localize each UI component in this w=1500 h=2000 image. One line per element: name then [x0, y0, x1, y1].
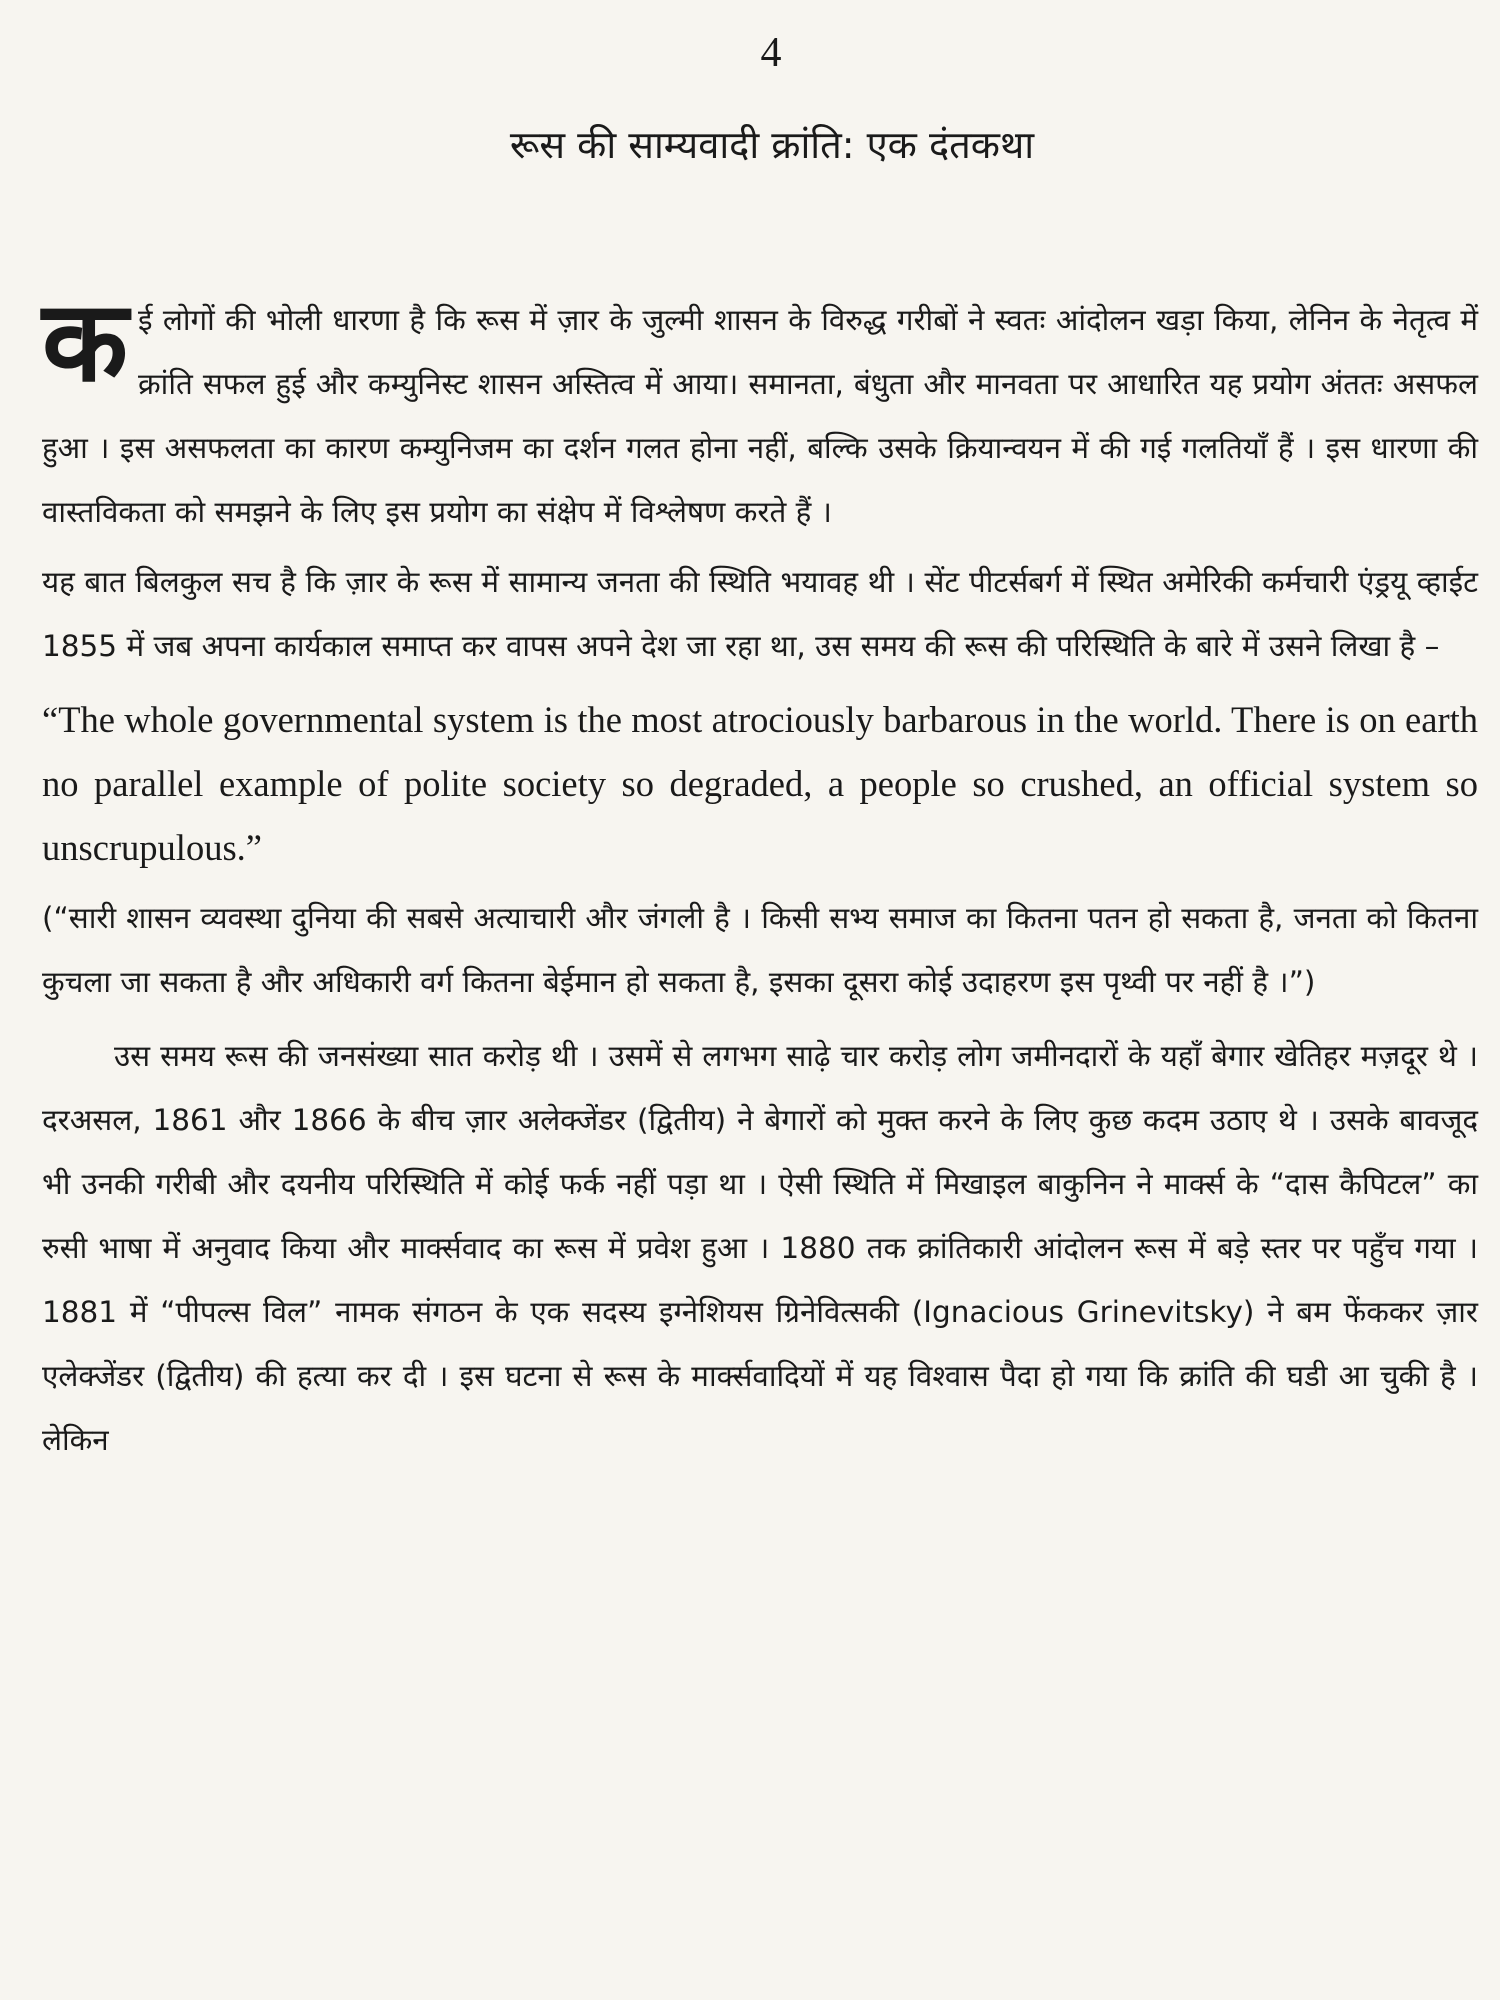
- english-quotation: “The whole governmental system is the most atrociously barbarous in the world. There is on earth no parallel example of polite society so degraded, a people so crushed, an official system so unscrupulous.”: [42, 699, 1478, 868]
- chapter-title: रूस की साम्यवादी क्रांति: एक दंतकथा: [509, 123, 1035, 167]
- quotation-translation: (“सारी शासन व्यवस्था दुनिया की सबसे अत्याचारी और जंगली है । किसी सभ्य समाज का कितना पतन हो सकता है, जनता को कितना कुचला जा सकता है और अधिकारी वर्ग कितना बेईमान हो सकता है, इसका दूसरा कोई उदाहरण इस पृथ्वी पर नहीं है ।”): [42, 901, 1478, 999]
- paragraph-population: उस समय रूस की जनसंख्या सात करोड़ थी । उसमें से लगभग साढ़े चार करोड़ लोग जमीनदारों के यहाँ बेगार खेतिहर मज़दूर थे । दरअसल, 1861 और 1866 के बीच ज़ार अलेक्जेंडर (द्वितीय) ने बेगारों को मुक्त करने के लिए कुछ कदम उठाए थे । उसके बावजूद भी उनकी गरीबी और दयनीय परिस्थिति में कोई फर्क नहीं पड़ा था । ऐसी स्थिति में मिखाइल बाकुनिन ने मार्क्स के “दास कैपिटल” का रुसी भाषा में अनुवाद किया और मार्क्सवाद का रूस में प्रवेश हुआ । 1880 तक क्रांतिकारी आंदोलन रूस में बड़े स्तर पर पहुँच गया । 1881 में “पीपल्स विल” नामक संगठन के एक सदस्य इग्नेशियस ग्रिनेवित्सकी (Ignacious Grinevitsky) ने बम फेंककर ज़ार एलेक्जेंडर (द्वितीय) की हत्या कर दी । इस घटना से रूस के मार्क्सवादियों में यह विश्वास पैदा हो गया कि क्रांति की घडी आ चुकी है । लेकिन: [42, 1039, 1478, 1457]
- paragraph-intro-text: ई लोगों की भोली धारणा है कि रूस में ज़ार के जुल्मी शासन के विरुद्ध गरीबों ने स्वतः आंदोलन खड़ा किया, लेनिन के नेतृत्व में क्रांति सफल हुई और कम्युनिस्ट शासन अस्तित्व में आया। समानता, बंधुता और मानवता पर आधारित यह प्रयोग अंततः असफल हुआ । इस असफलता का कारण कम्युनिजम का दर्शन गलत होना नहीं, बल्कि उसके क्रियान्वयन में की गई गलतियाँ हैं । इस धारणा की वास्तविकता को समझने के लिए इस प्रयोग का संक्षेप में विश्लेषण करते हैं ।: [42, 303, 1478, 529]
- page-number: 4: [760, 30, 782, 76]
- paragraph-intro: [42, 277, 1478, 544]
- drop-cap-letter: क: [42, 277, 129, 407]
- paragraph-tsar-russia: यह बात बिलकुल सच है कि ज़ार के रूस में सामान्य जनता की स्थिति भयावह थी । सेंट पीटर्सबर्ग में स्थित अमेरिकी कर्मचारी एंड्रयू व्हाईट 1855 में जब अपना कार्यकाल समाप्त कर वापस अपने देश जा रहा था, उस समय की रूस की परिस्थिति के बारे में उसने लिखा है –: [42, 565, 1478, 663]
